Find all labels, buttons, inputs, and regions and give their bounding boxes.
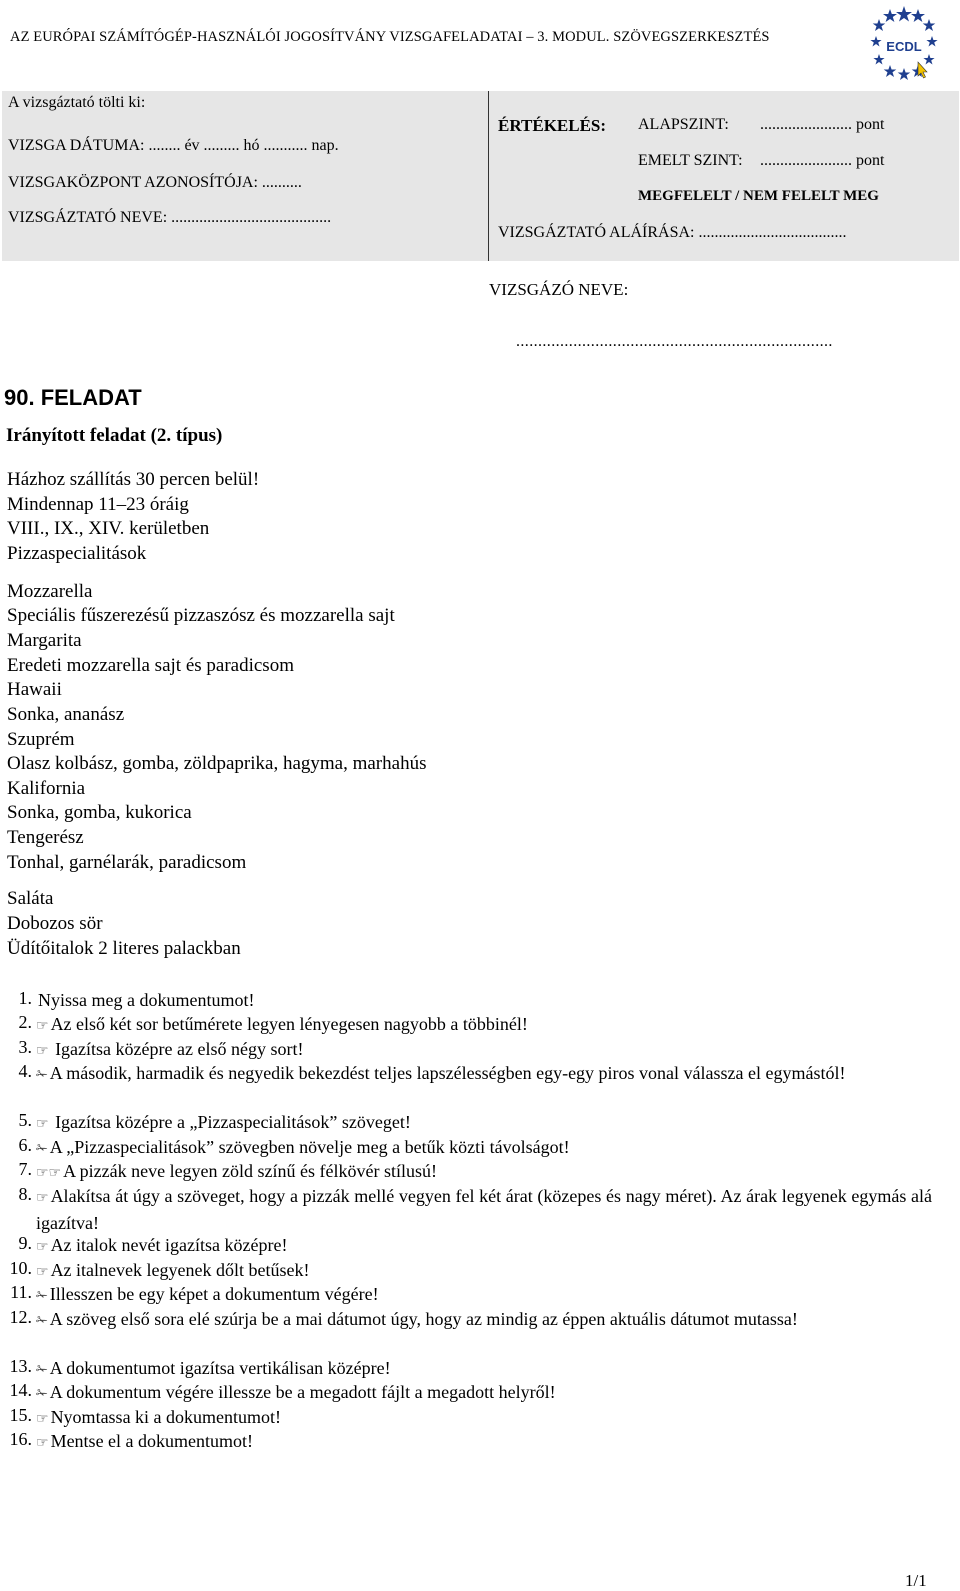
content-line: VIII., IX., XIV. kerületben xyxy=(7,518,210,539)
pointing-hand-icon: ☞ xyxy=(36,1411,49,1427)
content-line: Házhoz szállítás 30 percen belül! xyxy=(7,469,260,490)
content-line: Sonka, gomba, kukorica xyxy=(7,802,192,823)
instruction-number: 7. xyxy=(18,1159,32,1179)
content-line: Hawaii xyxy=(7,679,62,700)
pointing-hand-icon: ☞☞ xyxy=(36,1165,62,1181)
pointing-hand-icon: ☞ xyxy=(36,1018,49,1034)
examiner-signature-field: VIZSGÁZTATÓ ALÁÍRÁSA: ..................................... xyxy=(498,224,847,241)
basic-level-points: ....................... pont xyxy=(760,116,885,133)
instruction-number: 16. xyxy=(9,1429,32,1449)
task-subtitle: Irányított feladat (2. típus) xyxy=(6,425,223,446)
content-line: Eredeti mozzarella sajt és paradicsom xyxy=(7,655,294,676)
examinee-name-dots: ........................................................................ xyxy=(516,333,833,350)
page-number: 1/1 xyxy=(905,1571,927,1590)
content-line: Tengerész xyxy=(7,827,84,848)
instruction-text: Illesszen be egy képet a dokumentum végére! xyxy=(49,1284,379,1304)
examiner-name-field: VIZSGÁZTATÓ NEVE: ........................................ xyxy=(8,209,332,226)
scissors-icon: ✁ xyxy=(36,1386,48,1402)
content-line: Olasz kolbász, gomba, zöldpaprika, hagyma, marhahús xyxy=(7,753,427,774)
instruction-text: Nyomtassa ki a dokumentumot! xyxy=(50,1407,282,1427)
instruction-number: 8. xyxy=(18,1184,32,1204)
instruction-number: 6. xyxy=(18,1135,32,1155)
content-line: Margarita xyxy=(7,630,82,651)
instruction-number: 1. xyxy=(18,988,32,1008)
scissors-icon: ✁ xyxy=(36,1141,48,1157)
content-line: Szuprém xyxy=(7,729,75,750)
instruction-text: A szöveg első sora elé szúrja be a mai dátumot úgy, hogy az mindig az éppen aktuális dátumot mutassa! xyxy=(49,1309,798,1329)
scissors-icon: ✁ xyxy=(36,1288,48,1304)
instruction-text: Nyissa meg a dokumentumot! xyxy=(38,990,255,1010)
instruction-number: 3. xyxy=(18,1037,32,1057)
instruction-text: Az italok nevét igazítsa középre! xyxy=(50,1235,288,1255)
ecdl-logo xyxy=(868,4,940,82)
form-intro: A vizsgáztató tölti ki: xyxy=(8,94,146,111)
scissors-icon: ✁ xyxy=(36,1067,48,1083)
instruction-number: 2. xyxy=(18,1012,32,1032)
scissors-icon: ✁ xyxy=(36,1362,48,1378)
content-line: Dobozos sör xyxy=(7,913,103,934)
instruction-text: A „Pizzaspecialitások” szövegben növelje meg a betűk közti távolságot! xyxy=(49,1137,570,1157)
content-line: Speciális fűszerezésű pizzaszósz és mozzarella sajt xyxy=(7,605,395,626)
content-line: Sonka, ananász xyxy=(7,704,125,725)
advanced-level-label: EMELT SZINT: xyxy=(638,152,743,169)
logo-text: ECDL xyxy=(886,39,922,54)
instruction-text: A dokumentum végére illessze be a megadott fájlt a megadott helyről! xyxy=(49,1382,556,1402)
content-line: Tonhal, garnélarák, paradicsom xyxy=(7,852,247,873)
ecdl-logo-icon xyxy=(868,4,940,82)
instruction-number: 10. xyxy=(9,1258,32,1278)
instruction-text: Alakítsa át úgy a szöveget, hogy a pizzák mellé vegyen fel két árat (közepes és nagy méret). Az árak legyenek egymás alá igazítva! xyxy=(36,1186,932,1233)
pointing-hand-icon: ☞ xyxy=(36,1190,49,1206)
exam-center-field: VIZSGAKÖZPONT AZONOSÍTÓJA: .......... xyxy=(8,174,302,191)
pass-fail-label: MEGFELELT / NEM FELELT MEG xyxy=(638,188,879,204)
content-line: Üdítőitalok 2 literes palackban xyxy=(7,938,241,959)
instruction-text: A második, harmadik és negyedik bekezdést teljes lapszélességben egy-egy piros vonal válassza el egymástól! xyxy=(49,1063,846,1083)
exam-date-field: VIZSGA DÁTUMA: ........ év ......... hó ........... nap. xyxy=(8,137,339,154)
instruction-text: Az italnevek legyenek dőlt betűsek! xyxy=(50,1260,310,1280)
content-line: Kalifornia xyxy=(7,778,86,799)
form-divider xyxy=(488,91,489,261)
instruction-text: Igazítsa középre az első négy sort! xyxy=(50,1039,304,1059)
basic-level-label: ALAPSZINT: xyxy=(638,116,729,133)
instruction-text: A dokumentumot igazítsa vertikálisan középre! xyxy=(49,1358,391,1378)
instruction-number: 4. xyxy=(18,1061,32,1081)
instruction-text: Az első két sor betűmérete legyen lényegesen nagyobb a többinél! xyxy=(50,1014,528,1034)
page-header-title: AZ EURÓPAI SZÁMÍTÓGÉP-HASZNÁLÓI JOGOSÍTVÁNY VIZSGAFELADATAI – 3. MODUL. SZÖVEGSZERKESZTÉS xyxy=(10,29,770,45)
instruction-number: 13. xyxy=(9,1356,32,1376)
instruction-number: 14. xyxy=(9,1380,32,1400)
pointing-hand-icon: ☞ xyxy=(36,1116,49,1132)
instruction-text: Mentse el a dokumentumot! xyxy=(50,1431,254,1451)
instruction-number: 9. xyxy=(18,1233,32,1253)
examinee-name-label: VIZSGÁZÓ NEVE: xyxy=(489,280,629,299)
instruction-number: 11. xyxy=(10,1282,32,1302)
instruction-text: Igazítsa középre a „Pizzaspecialitások” szöveget! xyxy=(50,1112,411,1132)
instruction-number: 15. xyxy=(9,1405,32,1425)
instruction-text: A pizzák neve legyen zöld színű és félkövér stílusú! xyxy=(63,1161,437,1181)
pointing-hand-icon: ☞ xyxy=(36,1435,49,1451)
content-line: Pizzaspecialitások xyxy=(7,543,147,564)
pointing-hand-icon: ☞ xyxy=(36,1239,49,1255)
scissors-icon: ✁ xyxy=(36,1313,48,1329)
content-line: Mindennap 11–23 óráig xyxy=(7,494,189,515)
advanced-level-points: ....................... pont xyxy=(760,152,885,169)
pointing-hand-icon: ☞ xyxy=(36,1264,49,1280)
instruction-number: 12. xyxy=(9,1307,32,1327)
instruction-number: 5. xyxy=(18,1110,32,1130)
pointing-hand-icon: ☞ xyxy=(36,1043,49,1059)
task-title: 90. FELADAT xyxy=(4,385,142,410)
evaluation-label: ÉRTÉKELÉS: xyxy=(498,116,607,135)
content-line: Saláta xyxy=(7,888,54,909)
content-line: Mozzarella xyxy=(7,581,93,602)
